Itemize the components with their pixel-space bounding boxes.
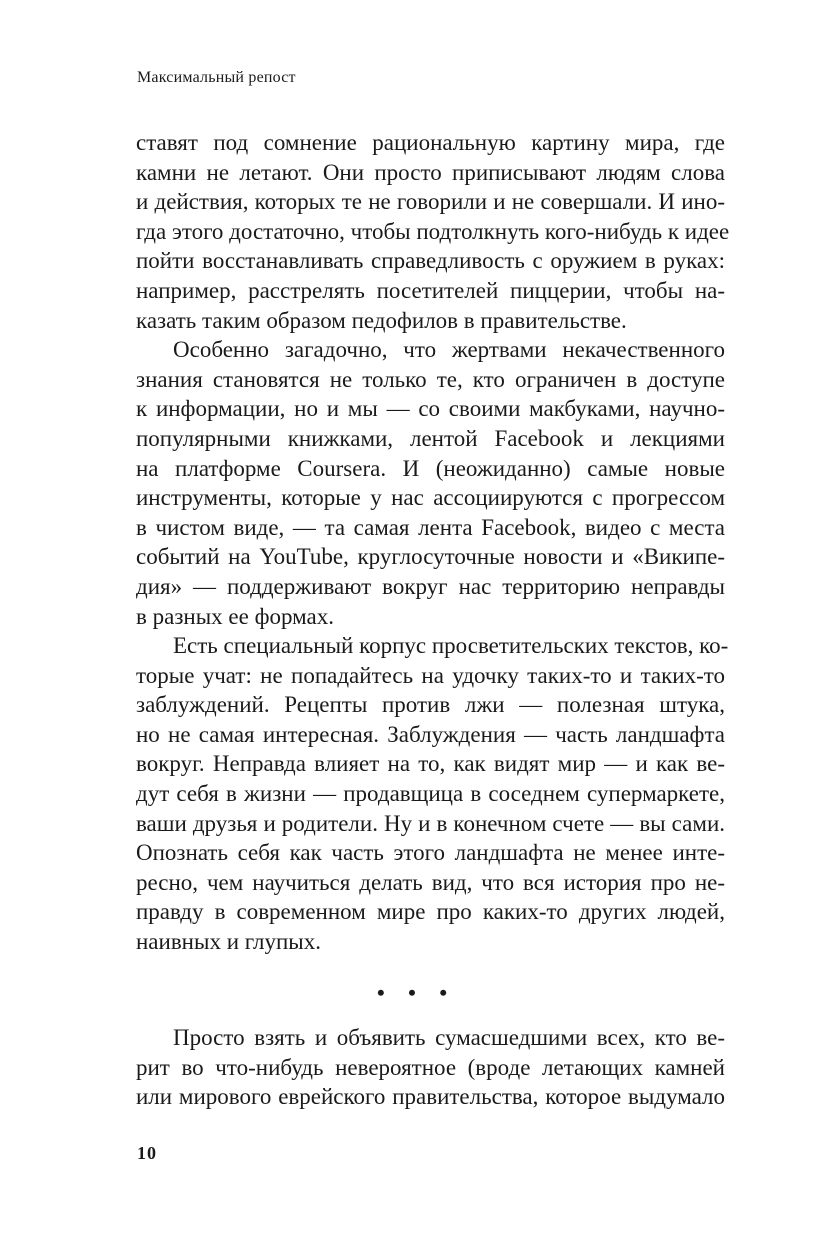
text-line: пойти восстанавливать справедливость с оружием в руках: [136,248,725,274]
text-line: вокруг. Неправда влияет на то, как видят мир — и как ве- [136,751,725,777]
text-line: рит во что-нибудь невероятное (вроде летающих камней [136,1054,725,1080]
running-head: Максимальный репост [137,69,296,86]
text-line: заблуждений. Рецепты против лжи — полезная штука, [136,692,725,718]
text-line: или мирового еврейского правительства, которое выдумало [136,1084,725,1110]
text-line: событий на YouTube, круглосуточные новости и «Википе- [136,544,725,570]
text-line: Опознать себя как часть этого ландшафта не менее инте- [136,840,725,866]
page-number: 10 [137,1143,157,1163]
text-line: на платформе Coursera. И (неожиданно) самые новые [136,455,725,481]
text-line: знания становятся не только те, кто ограничен в доступе [136,366,725,392]
text-line: ваши друзья и родители. Ну и в конечном счете — вы сами. [136,810,725,836]
text-line: камни не летают. Они просто приписывают людям слова [136,159,725,185]
text-line: но не самая интересная. Заблуждения — часть ландшафта [136,721,725,747]
text-line: Особенно загадочно, что жертвами некачественного [173,337,725,363]
section-separator: • • • [376,980,457,1005]
body-text-block [136,1023,725,1112]
text-line: наивных и глупых. [136,929,322,955]
text-line: дут себя в жизни — продавщица в соседнем супермаркете, [136,781,725,807]
text-line: и действия, которых те не говорили и не совершали. И ино- [136,189,725,215]
text-line: к информации, но и мы — со своими макбуками, научно- [136,396,725,422]
text-line: гда этого достаточно, чтобы подтолкнуть кого-нибудь к идее [136,218,730,244]
text-line: в разных ее формах. [136,603,334,629]
text-line: ставят под сомнение рациональную картину мира, где [136,130,725,155]
text-line: правду в современном мире про каких-то других людей, [136,899,725,925]
text-line: популярными книжками, лентой Facebook и лекциями [136,425,725,451]
text-line: ресно, чем научиться делать вид, что вся история про не- [136,869,725,895]
body-text-block [136,128,730,957]
text-line: например, расстрелять посетителей пиццерии, чтобы на- [136,277,725,303]
text-line: инструменты, которые у нас ассоциируются с прогрессом [136,485,725,511]
text-line: торые учат: не попадайтесь на удочку таких-то и таких-то [136,662,725,688]
text-line: в чистом виде, — та самая лента Facebook, видео с места [136,514,725,540]
text-line: казать таким образом педофилов в правительстве. [136,307,627,333]
text-line: дия» — поддерживают вокруг нас территорию неправды [136,573,725,599]
text-line: Просто взять и объявить сумасшедшими всех, кто ве- [173,1025,725,1050]
text-line: Есть специальный корпус просветительских текстов, ко- [173,633,729,659]
